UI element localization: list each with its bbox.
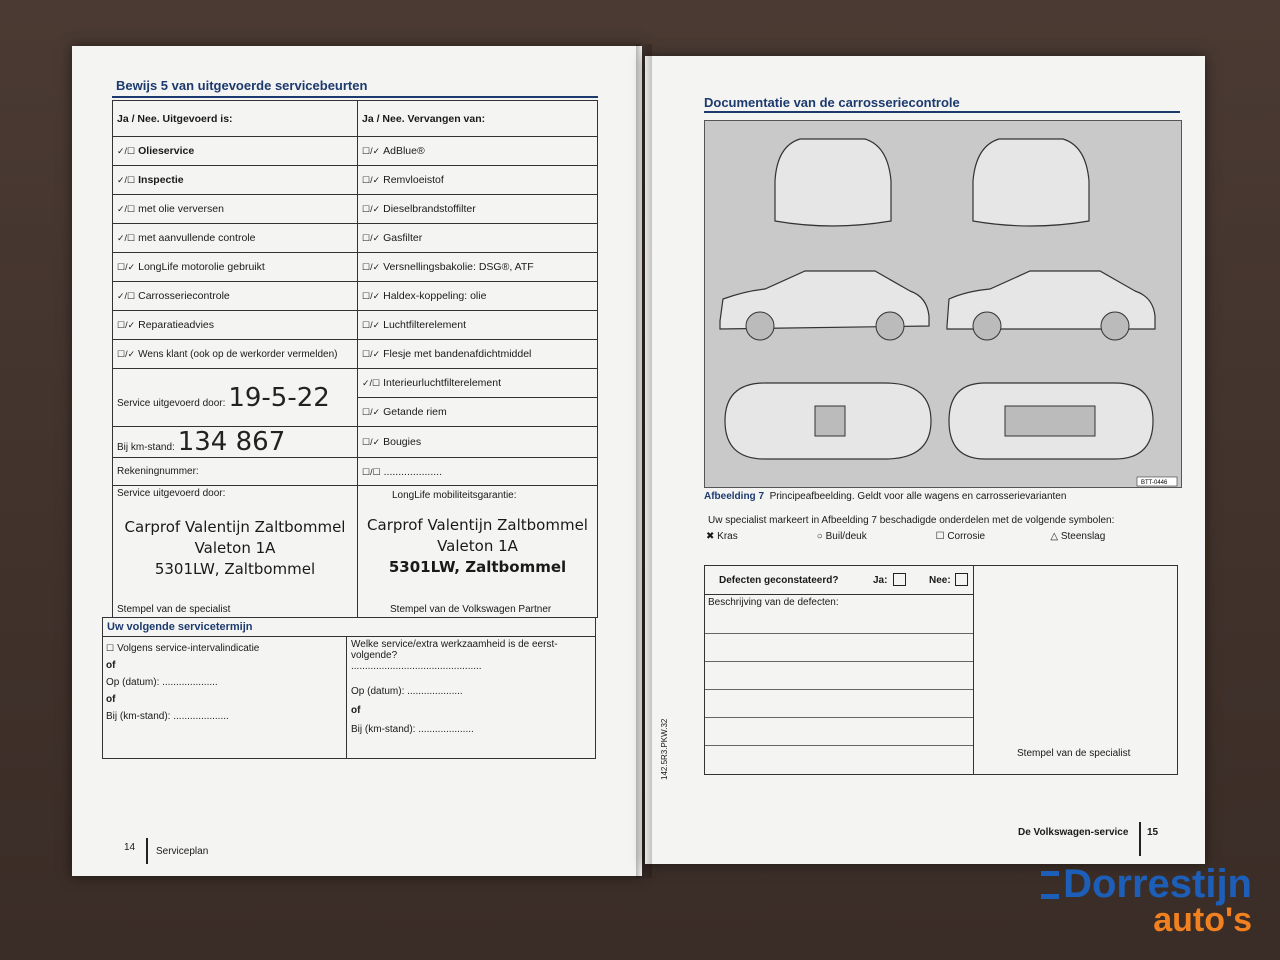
- checkbox-icon[interactable]: ☐/✓: [362, 291, 381, 301]
- next-km-field-2[interactable]: Bij (km-stand): ....................: [351, 724, 474, 735]
- table-row: ✓/☐ Inspectie ☐/✓ Remvloeistof: [113, 166, 598, 195]
- checkbox-icon[interactable]: ☐/✓: [362, 262, 381, 272]
- dorrestijn-logo: Dorrestijn auto's: [1041, 864, 1252, 936]
- right-page-title: Documentatie van de carrosseriecontrole: [704, 95, 960, 110]
- next-km-field[interactable]: Bij (km-stand): ....................: [106, 711, 229, 722]
- table-row: ☐/✓ LongLife motorolie gebruikt ☐/✓ Versnellingsbakolie: DSG®, ATF: [113, 253, 598, 282]
- checkbox-icon[interactable]: ✓/☐: [117, 146, 136, 156]
- next-date-field[interactable]: Op (datum): ....................: [106, 677, 218, 688]
- checkbox-icon[interactable]: ☐/☐: [362, 466, 381, 477]
- next-date-field-2[interactable]: Op (datum): ....................: [351, 686, 463, 697]
- circle-icon: ○: [816, 531, 823, 542]
- table-row: ✓/☐ Olieservice ☐/✓ AdBlue®: [113, 137, 598, 166]
- footer-divider: [146, 838, 148, 864]
- col1-header: Ja / Nee. Uitgevoerd is:: [113, 101, 358, 137]
- symbol-legend: ✖ Kras ○ Buil/deuk ☐ Corrosie △ Steenslag: [706, 531, 1106, 542]
- right-page-number: 15: [1147, 827, 1159, 838]
- service-date-handwritten: 19-5-22: [228, 382, 330, 413]
- specialist-stamp: Carprof Valentijn Zaltbommel Valeton 1A 5301LW, Zaltbommel: [124, 518, 346, 578]
- checkbox-icon[interactable]: ✓/☐: [362, 378, 381, 388]
- table-row: ✓/☐ met aanvullende controle ☐/✓ Gasfilter: [113, 224, 598, 253]
- table-row: Rekeningnummer: ☐/☐ ....................: [113, 458, 598, 486]
- instruction-text: Uw specialist markeert in Afbeelding 7 beschadigde onderdelen met de volgende symbolen:: [708, 515, 1115, 526]
- checkbox-icon[interactable]: ✓/☐: [117, 233, 136, 243]
- checkbox-icon[interactable]: ☐/✓: [117, 262, 136, 272]
- car-diagram[interactable]: [704, 120, 1182, 488]
- right-stamp-label: Stempel van de specialist: [1017, 748, 1131, 759]
- next-service-box: Uw volgende servicetermijn ☐ Volgens service-intervalindicatie of Op (datum): .................... of Bij (km-stand): .................... Welke service/extra werkzaamheid is de eerst-volgende? ............................................... Op (datum): .................... of Bij (km-stand): ....................: [102, 617, 596, 759]
- checkbox-icon[interactable]: ☐/✓: [117, 348, 136, 359]
- table-row: ✓/☐ Carrosseriecontrole ☐/✓ Haldex-koppeling: olie: [113, 282, 598, 311]
- checkbox-icon[interactable]: ☐/✓: [362, 204, 381, 214]
- triangle-icon: △: [1050, 531, 1059, 542]
- ja-checkbox[interactable]: [893, 573, 906, 586]
- checkbox-icon[interactable]: ☐/✓: [362, 320, 381, 330]
- service-table: [112, 100, 598, 618]
- left-page-number: 14: [124, 842, 136, 853]
- checkbox-icon[interactable]: ☐/✓: [362, 349, 381, 359]
- defects-description-area[interactable]: Beschrijving van de defecten:: [705, 595, 974, 774]
- checkbox-icon[interactable]: ✓/☐: [117, 175, 136, 185]
- table-row: Bij km-stand: 134 867 ☐/✓ Bougies: [113, 427, 598, 458]
- car-front-view[interactable]: [973, 139, 1089, 226]
- footer-divider: [1139, 822, 1141, 856]
- title-underline: [112, 96, 598, 98]
- left-footer-section: Serviceplan: [156, 846, 209, 857]
- book-spine: [636, 44, 652, 878]
- cross-icon: ✖: [706, 531, 715, 542]
- checkbox-icon[interactable]: ☐/✓: [117, 320, 136, 330]
- nee-checkbox[interactable]: [955, 573, 968, 586]
- partner-stamp: Carprof Valentijn Zaltbommel Valeton 1A 5301LW, Zaltbommel: [367, 516, 588, 576]
- logo-lines-icon: [1041, 871, 1059, 899]
- table-row: ☐/✓ Reparatieadvies ☐/✓ Luchtfilterelement: [113, 311, 598, 340]
- right-footer-section: De Volkswagen-service: [1018, 827, 1129, 838]
- km-handwritten: 134 867: [177, 427, 286, 457]
- stamp-row: Service uitgevoerd door: Carprof Valentijn Zaltbommel Valeton 1A 5301LW, Zaltbommel Stempel van de specialist LongLife mobiliteitsgarantie: Carprof Valentijn Zaltbommel Valeton 1A 5301LW, Zaltbommel Stempel van de Volkswagen Partner: [113, 486, 598, 618]
- col2-header: Ja / Nee. Vervangen van:: [358, 101, 598, 137]
- title-underline: [704, 111, 1180, 113]
- square-icon: ☐: [935, 531, 945, 542]
- side-code: 142.5R3.PKW.32: [660, 718, 669, 780]
- checkbox-icon[interactable]: ☐/✓: [362, 233, 381, 243]
- checkbox-icon[interactable]: ✓/☐: [117, 204, 136, 214]
- table-row: ✓/☐ met olie verversen ☐/✓ Dieselbrandstoffilter: [113, 195, 598, 224]
- car-outline-svg: [705, 121, 1181, 487]
- checkbox-icon[interactable]: ☐/✓: [362, 146, 381, 156]
- checkbox-icon[interactable]: ☐/✓: [362, 407, 381, 417]
- checkbox-icon[interactable]: ☐: [106, 643, 115, 653]
- table-row: ☐/✓ Wens klant (ook op de werkorder vermelden) ☐/✓ Flesje met bandenafdichtmiddel: [113, 340, 598, 369]
- defects-box: Defecten geconstateerd? Ja: Nee: Beschrijving van de defecten: Stempel van de specialist: [704, 565, 1178, 775]
- table-row: Service uitgevoerd door: 19-5-22 ✓/☐ Interieurluchtfilterelement ☐/✓ Getande riem: [113, 369, 598, 427]
- car-rear-view[interactable]: [775, 139, 891, 226]
- checkbox-icon[interactable]: ☐/✓: [362, 175, 381, 185]
- diagram-code: BTT-0446: [1141, 480, 1168, 486]
- checkbox-icon[interactable]: ☐/✓: [362, 437, 381, 447]
- figure-caption: Afbeelding 7 Principeafbeelding. Geldt voor alle wagens en carrosserievarianten: [704, 491, 1067, 502]
- left-page-title: Bewijs 5 van uitgevoerde servicebeurten: [116, 78, 368, 93]
- next-service-title: Uw volgende servicetermijn: [103, 618, 595, 637]
- checkbox-icon[interactable]: ✓/☐: [117, 291, 136, 301]
